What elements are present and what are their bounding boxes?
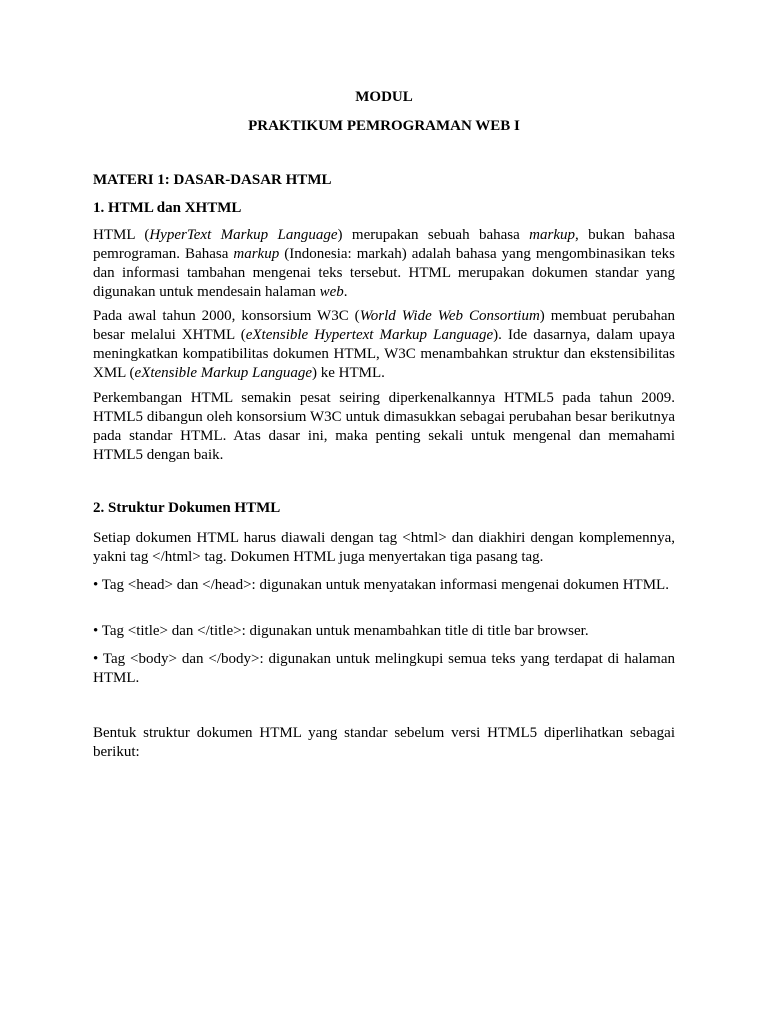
bullet-item-title: • Tag <title> dan </title>: digunakan untuk menambahkan title di title bar browser. — [93, 623, 589, 639]
section-1-paragraph-1: HTML (HyperText Markup Language) merupakan sebuah bahasa markup, bukan bahasa pemrograman. Bahasa markup (Indonesia: markah) adalah bahasa yang mengombinasikan teks dan informasi tambahan mengenai teks tersebut. HTML merupakan dokumen standar yang digunakan untuk mendesain halaman web. — [93, 227, 675, 300]
section-2-heading: 2. Struktur Dokumen HTML — [93, 500, 281, 516]
document-subtitle: PRAKTIKUM PEMROGRAMAN WEB I — [248, 118, 520, 134]
section-2-closing: Bentuk struktur dokumen HTML yang standar sebelum versi HTML5 diperlihatkan sebagai berikut: — [93, 725, 675, 760]
document-title: MODUL — [355, 89, 413, 105]
section-1-heading: 1. HTML dan XHTML — [93, 200, 242, 216]
bullet-item-head: • Tag <head> dan </head>: digunakan untuk menyatakan informasi mengenai dokumen HTML. — [93, 577, 669, 593]
bullet-item-body: • Tag <body> dan </body>: digunakan untuk melingkupi semua teks yang terdapat di halaman HTML. — [93, 651, 675, 686]
chapter-title: MATERI 1: DASAR-DASAR HTML — [93, 172, 332, 188]
section-2-intro: Setiap dokumen HTML harus diawali dengan tag <html> dan diakhiri dengan komplemennya, yakni tag </html> tag. Dokumen HTML juga menyertakan tiga pasang tag. — [93, 530, 675, 565]
section-1-paragraph-3: Perkembangan HTML semakin pesat seiring diperkenalkannya HTML5 pada tahun 2009. HTML5 dibangun oleh konsorsium W3C untuk dimasukkan sebagai perubahan besar berikutnya pada standar HTML. Atas dasar ini, maka penting sekali untuk mengenal dan memahami HTML5 dengan baik. — [93, 390, 675, 463]
section-1-paragraph-2: Pada awal tahun 2000, konsorsium W3C (World Wide Web Consortium) membuat perubahan besar melalui XHTML (eXtensible Hypertext Markup Language). Ide dasarnya, dalam upaya meningkatkan kompatibilitas dokumen HTML, W3C menambahkan struktur dan ekstensibilitas XML (eXtensible Markup Language) ke HTML. — [93, 308, 675, 381]
